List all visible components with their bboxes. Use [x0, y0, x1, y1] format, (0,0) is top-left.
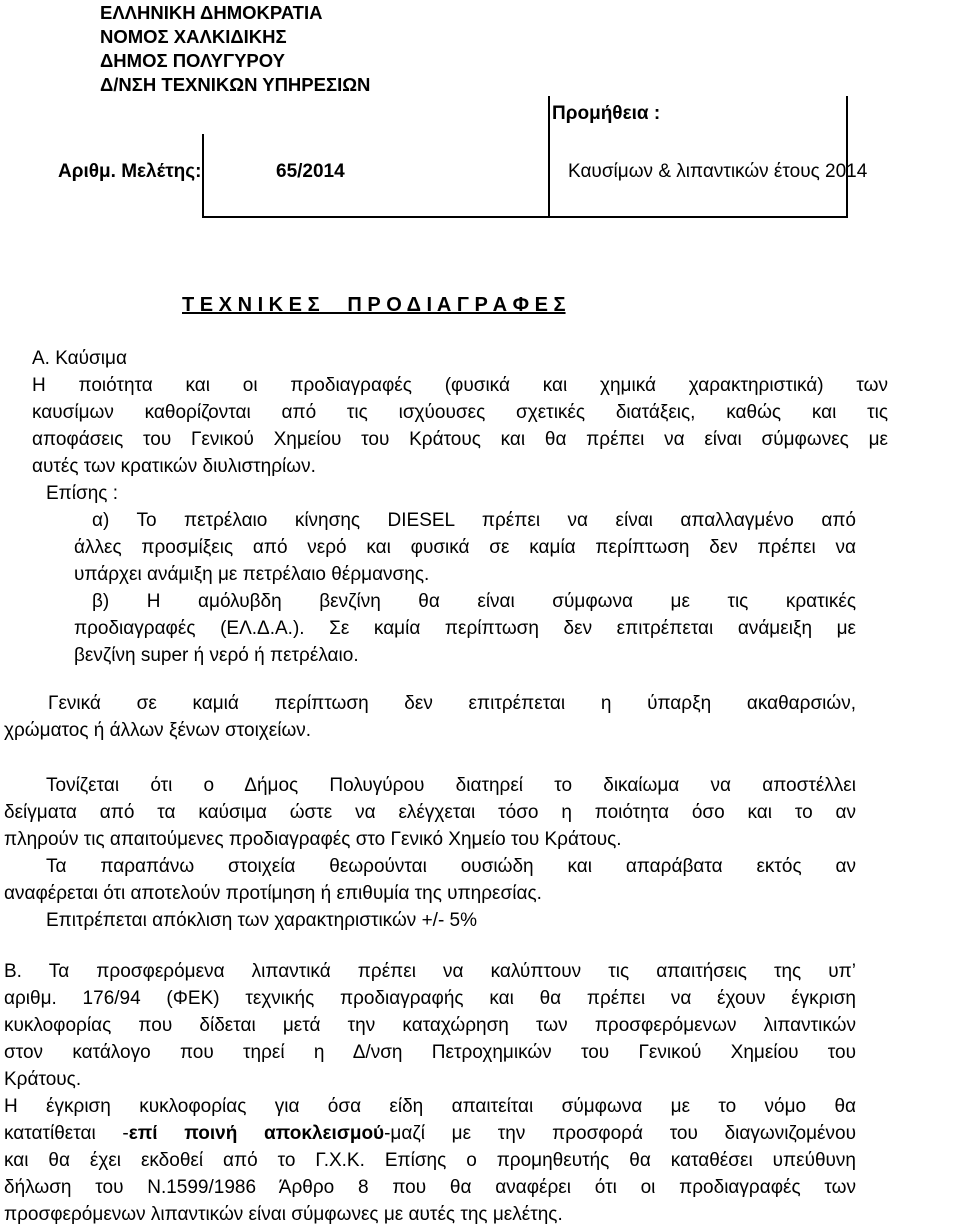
paragraph-line: αποφάσεις του Γενικού Χημείου του Κράτους και θα πρέπει να είναι σύμφωνες με	[32, 429, 888, 450]
item-line: βενζίνη super ή νερό ή πετρέλαιο.	[74, 645, 359, 666]
paragraph-line: στον κατάλογο που τηρεί η Δ/νση Πετροχημικών του Γενικού Χημείου του	[4, 1042, 856, 1063]
essential-paragraph	[4, 853, 856, 907]
header-prefecture: ΝΟΜΟΣ ΧΑΛΚΙΔΙΚΗΣ	[100, 26, 287, 47]
header-municipality: ΔΗΜΟΣ ΠΟΛΥΓΥΡΟΥ	[100, 50, 285, 71]
paragraph-line: Η ποιότητα και οι προδιαγραφές (φυσικά και χημικά χαρακτηριστικά) των	[32, 375, 888, 396]
section-b-paragraph	[4, 958, 856, 1093]
paragraph-line: Β. Τα προσφερόμενα λιπαντικά πρέπει να καλύπτουν τις απαιτήσεις της υπ’	[4, 961, 856, 982]
approval-text-pre: κατατίθεται -	[4, 1123, 129, 1144]
header-republic: ΕΛΛΗΝΙΚΗ ΔΗΜΟΚΡΑΤΙΑ	[100, 2, 323, 23]
item-b	[74, 588, 856, 669]
paragraph-line: αριθμ. 176/94 (ΦΕΚ) τεχνικής προδιαγραφής και θα πρέπει να έχουν έγκριση	[4, 988, 856, 1009]
paragraph-line-mixed	[4, 1120, 856, 1147]
general-paragraph	[4, 690, 856, 744]
paragraph-line: δήλωση του Ν.1599/1986 Άρθρο 8 που θα αναφέρει ότι οι προδιαγραφές των	[4, 1177, 856, 1198]
paragraph-line: αυτές των κρατικών διυλιστηρίων.	[32, 456, 316, 477]
document-title: Τ Ε Χ Ν Ι Κ Ε Σ Π Ρ Ο Δ Ι Α Γ Ρ Α Φ Ε Σ	[182, 294, 566, 316]
paragraph-line: Τονίζεται ότι ο Δήμος Πολυγύρου διατηρεί το δικαίωμα να αποστέλλει	[46, 775, 856, 796]
supply-box-right-border	[846, 96, 848, 218]
supply-box-left-border	[548, 96, 550, 218]
deviation-line: Επιτρέπεται απόκλιση των χαρακτηριστικών +/- 5%	[46, 910, 478, 931]
item-a	[74, 507, 856, 588]
supply-label: Προμήθεια :	[552, 103, 661, 124]
paragraph-line: Η έγκριση κυκλοφορίας για όσα είδη απαιτείται σύμφωνα με το νόμο θα	[4, 1096, 856, 1117]
approval-text-post: -μαζί με την προσφορά του διαγωνιζομένου	[384, 1123, 856, 1144]
section-a-paragraph	[32, 372, 888, 480]
paragraph-line: προσφερόμενων λιπαντικών είναι σύμφωνες με αυτές της μελέτης.	[4, 1204, 563, 1225]
paragraph-line: Κράτους.	[4, 1069, 82, 1090]
section-a-heading: Α. Καύσιμα	[32, 348, 127, 369]
item-line: προδιαγραφές (ΕΛ.Δ.Α.). Σε καμία περίπτωση δεν επιτρέπεται ανάμειξη με	[74, 618, 856, 639]
item-line: άλλες προσμίξεις από νερό και φυσικά σε καμία περίπτωση δεν πρέπει να	[74, 537, 856, 558]
paragraph-line: πληρούν τις απαιτούμενες προδιαγραφές στο Γενικό Χημείο του Κράτους.	[4, 829, 622, 850]
paragraph-line: χρώματος ή άλλων ξένων στοιχείων.	[4, 720, 312, 741]
paragraph-line: και θα έχει εκδοθεί από το Γ.Χ.Κ. Επίσης ο προμηθευτής θα καταθέσει υπεύθυνη	[4, 1150, 856, 1171]
study-number-label: Αριθμ. Μελέτης:	[58, 161, 202, 182]
paragraph-line: αναφέρεται ότι αποτελούν προτίμηση ή επιθυμία της υπηρεσίας.	[4, 883, 542, 904]
header-department: Δ/ΝΣΗ ΤΕΧΝΙΚΩΝ ΥΠΗΡΕΣΙΩΝ	[100, 74, 371, 95]
emphasis-paragraph	[4, 772, 856, 853]
paragraph-line: Γενικά σε καμιά περίπτωση δεν επιτρέπεται η ύπαρξη ακαθαρσιών,	[48, 693, 856, 714]
paragraph-line: Τα παραπάνω στοιχεία θεωρούνται ουσιώδη και απαράβατα εκτός αν	[46, 856, 856, 877]
item-line: α) Το πετρέλαιο κίνησης DIESEL πρέπει να είναι απαλλαγμένο από	[92, 510, 856, 531]
study-number: 65/2014	[276, 161, 345, 182]
supply-value: Καυσίμων & λιπαντικών έτους 2014	[568, 161, 868, 182]
approval-text-bold: επί ποινή αποκλεισμού	[128, 1123, 385, 1144]
item-line: υπάρχει ανάμιξη με πετρέλαιο θέρμανσης.	[74, 564, 430, 585]
paragraph-line: καυσίμων καθορίζονται από τις ισχύουσες σχετικές διατάξεις, καθώς και τις	[32, 402, 888, 423]
approval-paragraph	[4, 1093, 856, 1228]
item-line: β) Η αμόλυβδη βενζίνη θα είναι σύμφωνα με τις κρατικές	[92, 591, 856, 612]
also-label: Επίσης :	[46, 483, 119, 504]
study-box-left-border	[202, 134, 204, 218]
paragraph-line: κυκλοφορίας που δίδεται μετά την καταχώρηση των προσφερόμενων λιπαντικών	[4, 1015, 856, 1036]
supply-box-bottom-border	[548, 216, 848, 218]
study-box-bottom-border	[202, 216, 548, 218]
paragraph-line: δείγματα από τα καύσιμα ώστε να ελέγχεται τόσο η ποιότητα όσο και το αν	[4, 802, 856, 823]
